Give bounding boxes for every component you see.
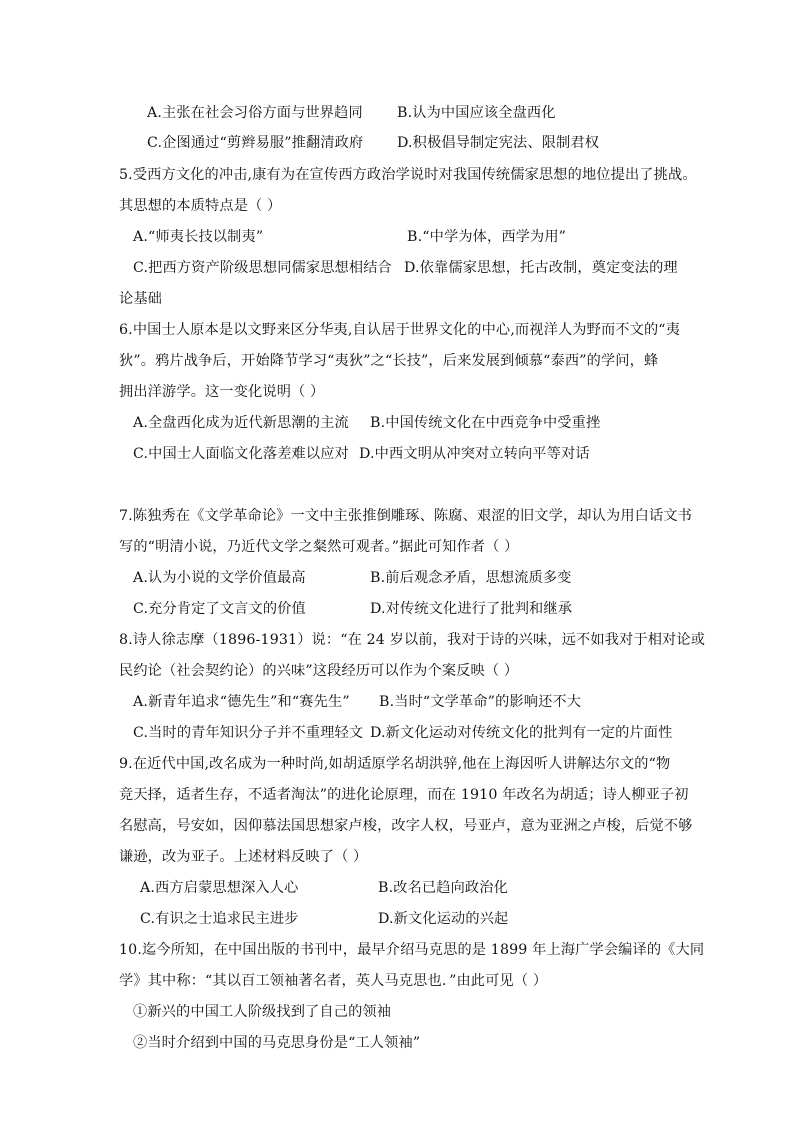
q8-option-b[interactable]: B.当时“文学革命”的影响还不大 <box>379 694 582 710</box>
q7-stem-line-2: 写的“明清小说，乃近代文学之粲然可观者。”据此可知作者（ ） <box>119 539 519 555</box>
q8-option-a[interactable]: A.新青年追求“德先生”和“赛先生” <box>133 694 350 710</box>
q6-stem-line-2: 狄”。鸦片战争后，开始降节学习“夷狄”之“长技”，后来发展到倾慕“泰西”的学问，蜂 <box>119 353 659 369</box>
q4-option-c[interactable]: C.企图通过“剪辫易服”推翻清政府 <box>147 135 364 151</box>
q5-option-d-continued: 论基础 <box>119 291 163 307</box>
q9-option-b[interactable]: B.改名已趋向政治化 <box>378 880 508 896</box>
q6-stem-line-1: 6.中国士人原本是以文野来区分华夷,自认居于世界文化的中心,而视洋人为野而不文的“夷 <box>119 322 681 338</box>
q7-option-a[interactable]: A.认为小说的文学价值最高 <box>133 570 306 586</box>
q8-option-d[interactable]: D.新文化运动对传统文化的批判有一定的片面性 <box>370 725 673 741</box>
q5-stem-line-2: 其思想的本质特点是（ ） <box>119 198 282 214</box>
q5-stem-line-1: 5.受西方文化的冲击,康有为在宣传西方政治学说时对我国传统儒家思想的地位提出了挑战。 <box>119 167 697 183</box>
q5-option-b[interactable]: B.“中学为体，西学为用” <box>407 229 567 245</box>
q9-stem-line-3: 名慰高，号安如，因仰慕法国思想家卢梭，改字人权，号亚卢，意为亚洲之卢梭，后觉不够 <box>119 818 693 834</box>
q10-item-1: ①新兴的中国工人阶级找到了自己的领袖 <box>133 1004 392 1020</box>
q9-stem-line-2: 竞天择，适者生存，不适者淘汰”的进化论原理，而在 1910 年改名为胡适；诗人柳亚子初 <box>119 787 689 803</box>
q7-stem-line-1: 7.陈独秀在《文学革命论》一文中主张推倒雕琢、陈腐、艰涩的旧文学，却认为用白话文书 <box>119 508 693 524</box>
q4-option-b[interactable]: B.认为中国应该全盘西化 <box>397 105 556 121</box>
q6-option-a[interactable]: A.全盘西化成为近代新思潮的主流 <box>133 415 349 431</box>
q9-option-d[interactable]: D.新文化运动的兴起 <box>378 911 509 927</box>
q7-option-b[interactable]: B.前后观念矛盾，思想流质多变 <box>370 570 572 586</box>
q6-stem-line-3: 拥出洋游学。这一变化说明（ ） <box>119 384 325 400</box>
q6-option-b[interactable]: B.中国传统文化在中西竞争中受重挫 <box>370 415 601 431</box>
q4-option-d[interactable]: D.积极倡导制定宪法、限制君权 <box>397 135 600 151</box>
q6-option-c[interactable]: C.中国士人面临文化落差难以应对 <box>133 446 349 462</box>
q8-stem-line-1: 8.诗人徐志摩（1896-1931）说：“在 24 岁以前，我对于诗的兴味，远不如我对于相对论或 <box>119 632 706 648</box>
q10-stem-line-2: 学》其中称：“其以百工领袖著名者，英人马克思也．”由此可见（ ） <box>119 973 548 989</box>
q8-stem-line-2: 民约论（社会契约论）的兴味”这段经历可以作为个案反映（ ） <box>119 663 519 679</box>
q8-option-c[interactable]: C.当时的青年知识分子并不重理轻文 <box>133 725 364 741</box>
q9-option-c[interactable]: C.有识之士追求民主进步 <box>140 911 299 927</box>
q10-item-2: ②当时介绍到中国的马克思身份是“工人领袖” <box>133 1035 421 1051</box>
q9-option-a[interactable]: A.西方启蒙思想深入人心 <box>140 880 299 896</box>
q9-stem-line-1: 9.在近代中国,改名成为一种时尚,如胡适原学名胡洪骍,他在上海因听人讲解达尔文的“物 <box>119 756 671 772</box>
q6-option-d[interactable]: D.中西文明从冲突对立转向平等对话 <box>359 446 590 462</box>
q5-option-d[interactable]: D.依靠儒家思想，托古改制，奠定变法的理 <box>404 260 678 276</box>
q5-option-c[interactable]: C.把西方资产阶级思想同儒家思想相结合 <box>133 260 392 276</box>
q5-option-a[interactable]: A.“师夷长技以制夷” <box>133 229 264 245</box>
q9-stem-line-4: 谦逊，改为亚子。上述材料反映了（ ） <box>119 849 368 865</box>
q7-option-d[interactable]: D.对传统文化进行了批判和继承 <box>370 601 573 617</box>
q4-option-a[interactable]: A.主张在社会习俗方面与世界趋同 <box>147 105 363 121</box>
q7-option-c[interactable]: C.充分肯定了文言文的价值 <box>133 601 306 617</box>
q10-stem-line-1: 10.迄今所知，在中国出版的书刊中，最早介绍马克思的是 1899 年上海广学会编译的《大同 <box>119 942 705 958</box>
